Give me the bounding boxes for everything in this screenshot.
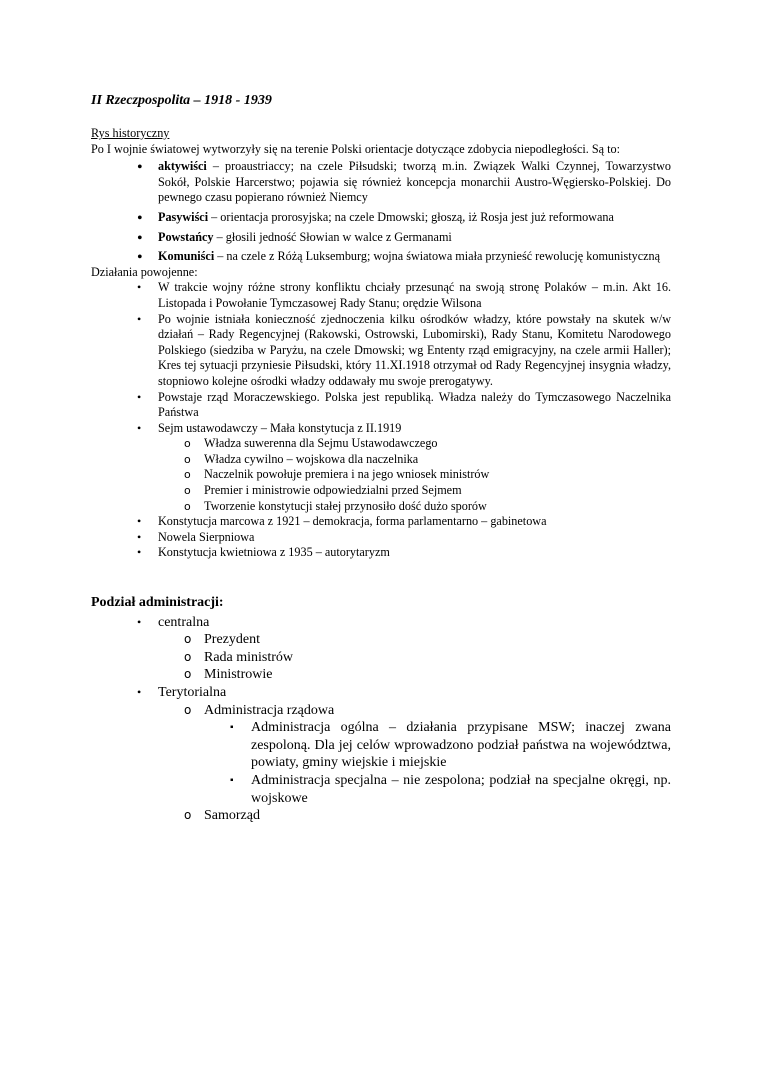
administration-section (91, 594, 671, 825)
sejm-subitem-text: Władza cywilno – wojskowa dla naczelnika (204, 451, 419, 466)
postwar-text: Po wojnie istniała konieczność zjednoczenia kilku ośrodków władzy, które powstały na skutek w/w działań – Rady Regencyjnej (Rakowski, Ostrowski, Lubomirski), Rady Stanu, Komitetu Narodowego Polskiego (siedziba w Paryżu, na czele Dmowski; wg Ententy rząd emigracyjny, na czele armii Haller); Kres tej sytuacji przyniesie Piłsudski, który 11.XI.1918 otrzymał od Rady Regencyjnej insygnia władzy, stopniowo kolejne ośrodki władzy oddawały mu swoje prerogatywy. (158, 311, 671, 388)
government-admin-label: Administracja rządowa (204, 702, 335, 718)
orientation-name: aktywiści (158, 159, 207, 174)
list-item (91, 467, 671, 483)
orientation-name: Powstańcy (158, 229, 214, 244)
document-title: II Rzeczpospolita – 1918 - 1939 (91, 93, 272, 108)
bullet-icon: • (137, 614, 142, 629)
central-item: Ministrowie (204, 667, 273, 683)
orientation-text: – głosili jedność Słowian w walce z Germanami (213, 229, 452, 244)
list-item (91, 614, 671, 632)
territorial-label: Terytorialna (158, 684, 227, 700)
square-bullet-icon: ▪ (230, 774, 234, 786)
postwar-text: Sejm ustawodawczy – Mała konstytucja z II.1919 (158, 420, 402, 435)
circle-bullet-icon: o (184, 499, 191, 513)
circle-bullet-icon: o (184, 452, 191, 466)
orientation-text: – orientacja prorosyjska; na czele Dmowski; głoszą, iż Rosja jest już reformowana (208, 209, 614, 224)
constitution-list (91, 514, 671, 561)
orientation-name: Komuniści (158, 249, 215, 264)
constitution-text: Konstytucja marcowa z 1921 – demokracja, forma parlamentarno – gabinetowa (158, 514, 547, 529)
list-item (91, 280, 671, 311)
list-item (91, 545, 671, 561)
list-item (91, 499, 671, 515)
list-item (91, 421, 671, 437)
administration-heading: Podział administracji: (91, 595, 224, 610)
orientations-list (91, 159, 671, 265)
postwar-text: Powstaje rząd Moraczewskiego. Polska jest republiką. Władza należy do Tymczasowego Naczelnika Państwa (158, 389, 671, 420)
orientation-text: – proaustriaccy; na czele Piłsudski; tworzą m.in. Związek Walki Czynnej, Towarzystwo Sokół, Polskie Harcerstwo; pojawia się również koncepcja monarchii Austro-Węgiersko-Polskiej. Do pewnego czasu popierano również Niemcy (158, 159, 671, 205)
list-item (91, 530, 671, 546)
government-admin-item: Administracja ogólna – działania przypisane MSW; inaczej zwana zespoloną. Dla jej celów wprowadzono podział państwa na województwa, powiaty, gminy wiejskie i miejskie (251, 720, 671, 771)
central-item: Rada ministrów (204, 649, 294, 665)
bullet-icon: • (137, 249, 143, 267)
list-item (91, 210, 671, 226)
government-admin-item: Administracja specjalna – nie zespolona; podział na specjalne okręgi, np. wojskowe (251, 772, 671, 806)
bullet-icon: • (137, 684, 142, 699)
bullet-icon: • (137, 209, 143, 227)
circle-bullet-icon: o (184, 649, 192, 664)
bullet-icon: • (137, 514, 142, 529)
bullet-icon: • (137, 159, 143, 177)
circle-bullet-icon: o (184, 702, 192, 717)
circle-bullet-icon: o (184, 808, 192, 823)
list-item (91, 159, 671, 206)
bullet-icon: • (137, 280, 142, 295)
orientation-text: – na czele z Różą Luksemburg; wojna światowa miała przynieść rewolucję komunistyczną (214, 249, 661, 264)
central-label: centralna (158, 614, 210, 630)
selfgov-label: Samorząd (204, 808, 260, 824)
constitution-text: Konstytucja kwietniowa z 1935 – autorytaryzm (158, 545, 390, 560)
list-item (91, 719, 671, 772)
list-item (91, 483, 671, 499)
square-bullet-icon: ▪ (230, 722, 234, 734)
sejm-subitem-text: Władza suwerenna dla Sejmu Ustawodawczego (204, 436, 438, 451)
list-item (91, 772, 671, 807)
postwar-list (91, 280, 671, 436)
list-item (91, 666, 671, 684)
sejm-subitem-text: Naczelnik powołuje premiera i na jego wniosek ministrów (204, 467, 490, 482)
history-section (91, 126, 671, 561)
list-item (91, 312, 671, 390)
bullet-icon: • (137, 389, 142, 404)
postwar-text: W trakcie wojny różne strony konfliktu chciały przesunąć na swoją stronę Polaków – m.in. Akt 16. Listopada i Powołanie Tymczasowej Rady Stanu; orędzie Wilsona (158, 280, 671, 310)
sejm-sublist (91, 436, 671, 514)
bullet-icon: • (137, 545, 142, 560)
sejm-subitem-text: Premier i ministrowie odpowiedzialni przed Sejmem (204, 483, 462, 498)
circle-bullet-icon: o (184, 667, 192, 682)
bullet-icon: • (137, 420, 142, 435)
orientation-name: Pasywiści (158, 209, 209, 224)
list-item (91, 684, 671, 702)
list-item (91, 807, 671, 825)
list-item (91, 249, 671, 265)
history-heading: Rys historyczny (91, 126, 170, 140)
bullet-icon: • (137, 229, 143, 247)
history-intro: Po I wojnie światowej wytworzyły się na terenie Polski orientacje dotyczące zdobycia niepodległości. Są to: (91, 141, 620, 156)
list-item (91, 702, 671, 720)
circle-bullet-icon: o (184, 484, 191, 498)
bullet-icon: • (137, 311, 142, 326)
list-item (91, 514, 671, 530)
list-item (91, 649, 671, 667)
sejm-subitem-text: Tworzenie konstytucji stałej przynosiło dość dużo sporów (204, 498, 487, 513)
list-item (91, 230, 671, 246)
postwar-heading: Działania powojenne: (91, 264, 198, 279)
list-item (91, 390, 671, 421)
list-item (91, 631, 671, 649)
list-item (91, 452, 671, 468)
bullet-icon: • (137, 529, 142, 544)
constitution-text: Nowela Sierpniowa (158, 529, 255, 544)
central-item: Prezydent (204, 632, 260, 648)
circle-bullet-icon: o (184, 437, 191, 451)
circle-bullet-icon: o (184, 468, 191, 482)
list-item (91, 436, 671, 452)
circle-bullet-icon: o (184, 632, 192, 647)
